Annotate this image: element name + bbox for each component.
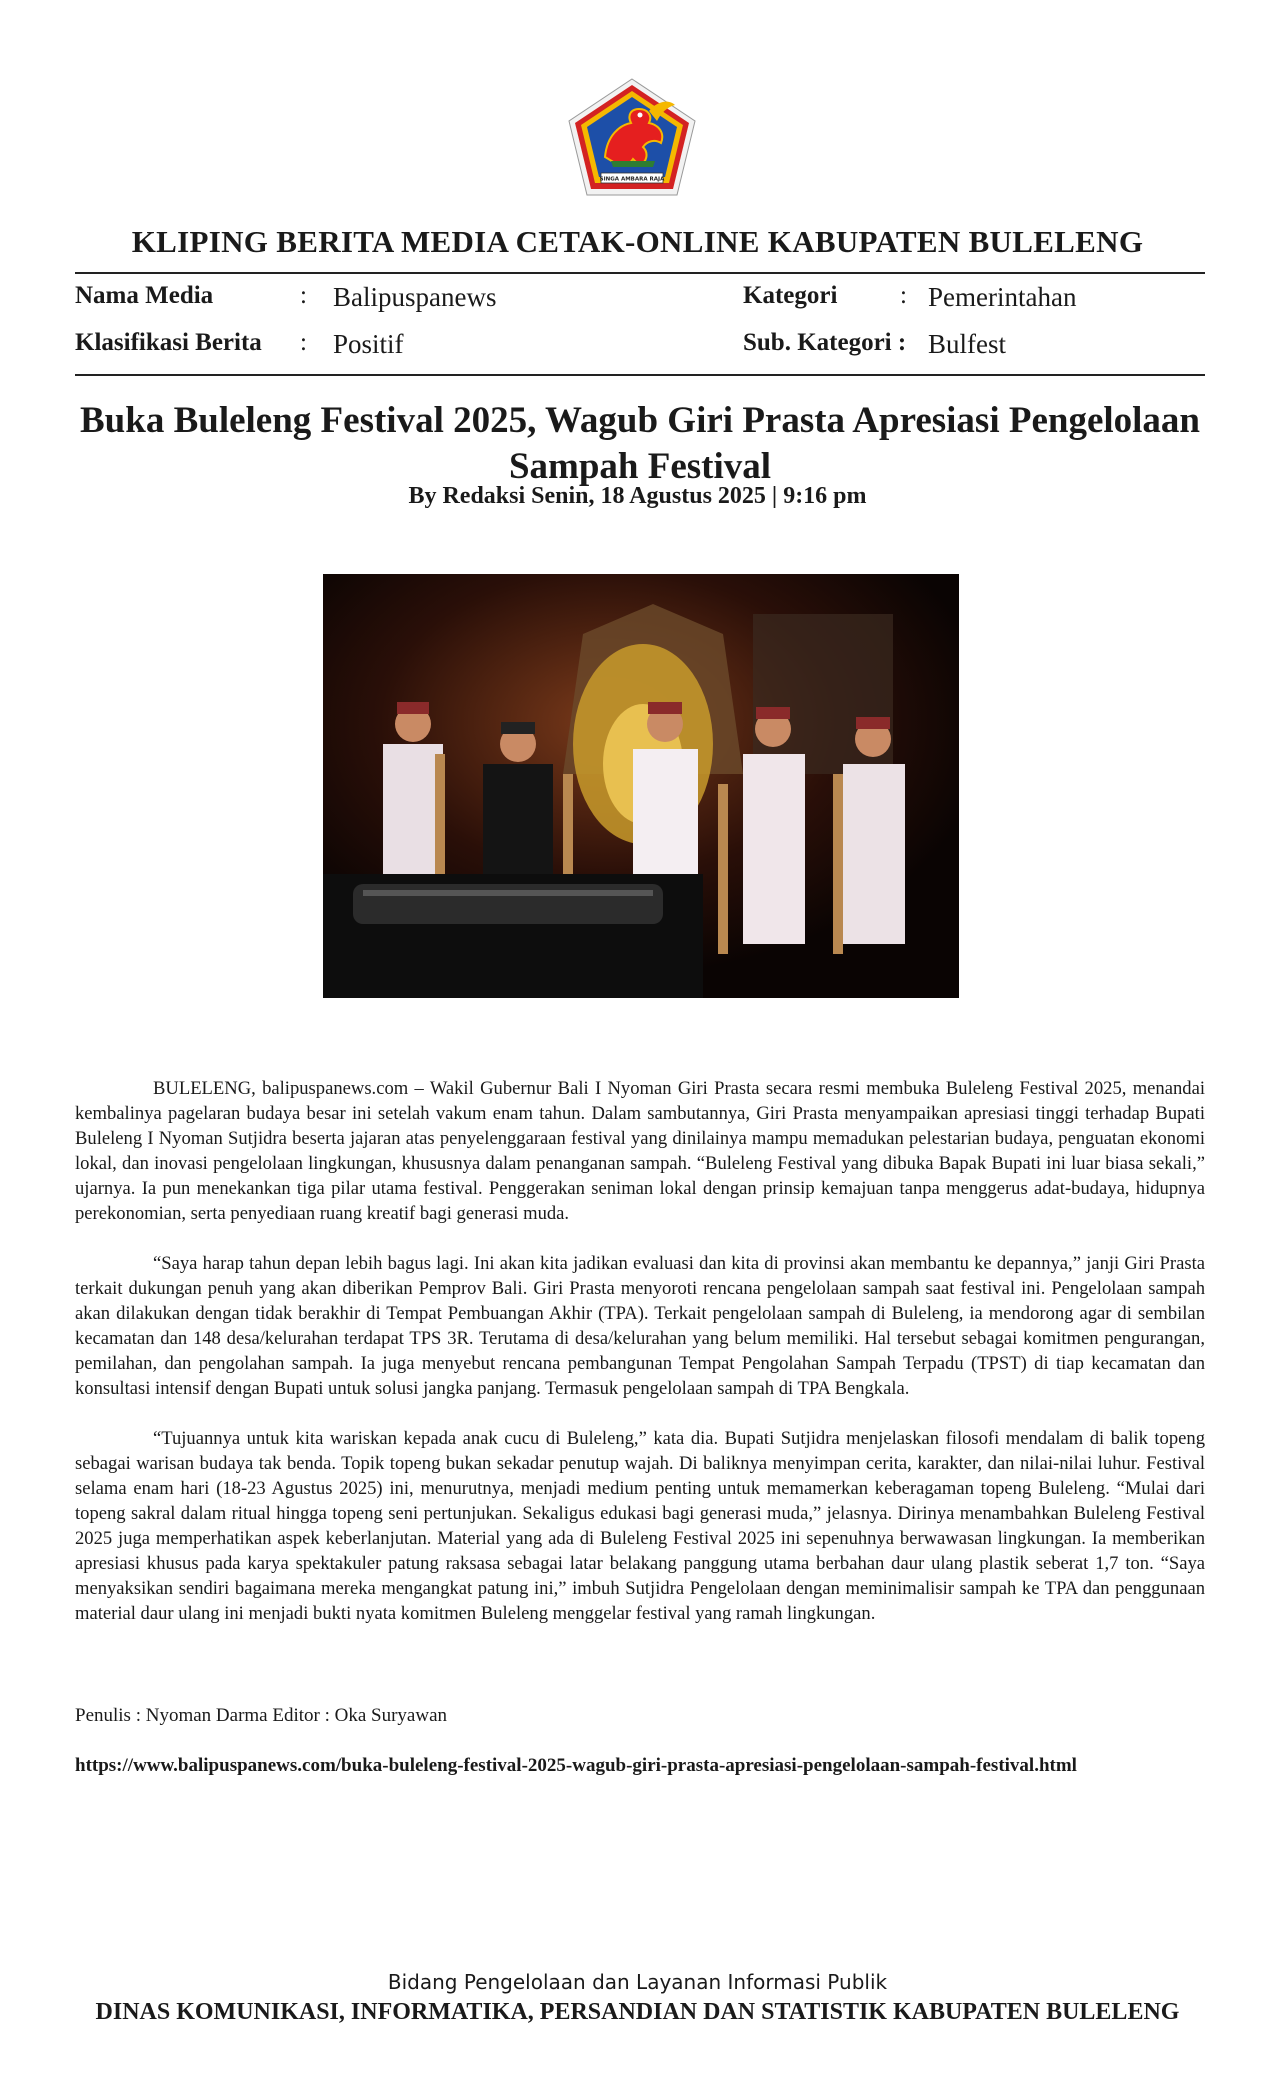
clipping-header-title: KLIPING BERITA MEDIA CETAK-ONLINE KABUPATEN BULELENG	[131, 224, 1144, 259]
article-paragraph: “Tujuannya untuk kita wariskan kepada anak cucu di Buleleng,” kata dia. Bupati Sutjidra menjelaskan filosofi mendalam di balik topeng sebagai warisan budaya tak benda. Topik topeng bukan sekadar penutup wajah. Di baliknya menyimpan cerita, karakter, dan nilai-nilai luhur. Festival selama enam hari (18-23 Agustus 2025) ini, menurutnya, menjadi medium penting untuk memamerkan keberagaman topeng Buleleng. “Mulai dari topeng sakral dalam ritual hingga topeng seni pertunjukan. Sekaligus edukasi bagi generasi muda,” jelasnya. Dirinya menambahkan Buleleng Festival 2025 juga memperhatikan aspek keberlanjutan. Material yang ada di Buleleng Festival 2025 ini sepenuhnya berwawasan lingkungan. Ia memberikan apresiasi khusus pada karya spektakuler patung raksasa sebagai latar belakang panggung utama berbahan daur ulang plastik seberat 1,7 ton. “Saya menyaksikan sendiri bagaimana mereka mengangkat patung ini,” imbuh Sutjidra Pengelolaan dengan meminimalisir sampah ke TPA dan penggunaan material daur ulang ini menjadi bukti nyata komitmen Buleleng menggelar festival yang ramah lingkungan.	[75, 1428, 1205, 1624]
header-divider-top	[75, 272, 1205, 274]
article-headline: Buka Buleleng Festival 2025, Wagub Giri Prasta Apresiasi Pengelolaan Sampah Festival	[79, 400, 1201, 487]
article-credits: Penulis : Nyoman Darma Editor : Oka Suryawan	[75, 1705, 448, 1726]
category-label: Kategori	[743, 282, 838, 309]
subcategory-label: Sub. Kategori :	[743, 329, 907, 356]
classification-label: Klasifikasi Berita	[75, 329, 262, 356]
subcategory-value: Bulfest	[928, 329, 1006, 359]
media-name-colon: :	[300, 282, 307, 309]
article-paragraph: “Saya harap tahun depan lebih bagus lagi. Ini akan kita jadikan evaluasi dan kita di provinsi akan membantu ke depannya,” janji Giri Prasta terkait dukungan penuh yang akan diberikan Pemprov Bali. Giri Prasta menyoroti rencana pengelolaan sampah saat festival ini. Pengelolaan sampah akan dilakukan dengan tidak berakhir di Tempat Pembuangan Akhir (TPA). Terkait pengelolaan sampah di Buleleng, ia mendorong agar di sembilan kecamatan dan 148 desa/kelurahan terdapat TPS 3R. Terutama di desa/kelurahan yang belum memiliki. Hal tersebut sebagai komitmen pengurangan, pemilahan, dan pengolahan sampah. Ia juga menyebut rencana pembangunan Tempat Pengolahan Sampah Terpadu (TPST) di tiap kecamatan dan konsultasi intensif dengan Bupati untuk solusi jangka panjang. Termasuk pengelolaan sampah di TPA Bengkala.	[75, 1253, 1205, 1399]
festival-opening-photo	[323, 574, 959, 998]
source-url: https://www.balipuspanews.com/buka-buleleng-festival-2025-wagub-giri-prasta-apresiasi-pengelolaan-sampah-festival.html	[75, 1755, 1077, 1776]
classification-colon: :	[300, 329, 307, 356]
article-paragraph: BULELENG, balipuspanews.com – Wakil Gubernur Bali I Nyoman Giri Prasta secara resmi membuka Buleleng Festival 2025, menandai kembalinya pagelaran budaya besar ini setelah vakum enam tahun. Dalam sambutannya, Giri Prasta menyampaikan apresiasi tinggi terhadap Bupati Buleleng I Nyoman Sutjidra beserta jajaran atas penyelenggaraan festival yang dinilainya mampu memadukan pelestarian budaya, penguatan ekonomi lokal, dan inovasi pengelolaan lingkungan, khususnya dalam penanganan sampah. “Buleleng Festival yang dibuka Bapak Bupati ini luar biasa sekali,” ujarnya. Ia pun menekankan tiga pilar utama festival. Penggerakan seniman lokal dengan prinsip kemajuan tanpa menggerus adat-budaya, hidupnya perekonomian, serta penyediaan ruang kreatif bagi generasi muda.	[75, 1078, 1205, 1224]
category-colon: :	[900, 282, 907, 309]
media-name-label: Nama Media	[75, 282, 214, 309]
header-divider-bottom	[75, 374, 1205, 376]
media-name-value: Balipuspanews	[333, 282, 497, 312]
article-body	[75, 1076, 1205, 1651]
classification-value: Positif	[333, 329, 404, 359]
footer-agency: DINAS KOMUNIKASI, INFORMATIKA, PERSANDIAN DAN STATISTIK KABUPATEN BULELENG	[95, 1999, 1180, 2025]
buleleng-regency-emblem	[565, 75, 700, 200]
emblem-motto: SINGA AMBARA RAJA	[599, 176, 665, 183]
footer-unit: Bidang Pengelolaan dan Layanan Informasi Publik	[387, 1970, 888, 1994]
article-byline: By Redaksi Senin, 18 Agustus 2025 | 9:16 pm	[408, 483, 867, 509]
category-value: Pemerintahan	[928, 282, 1077, 312]
